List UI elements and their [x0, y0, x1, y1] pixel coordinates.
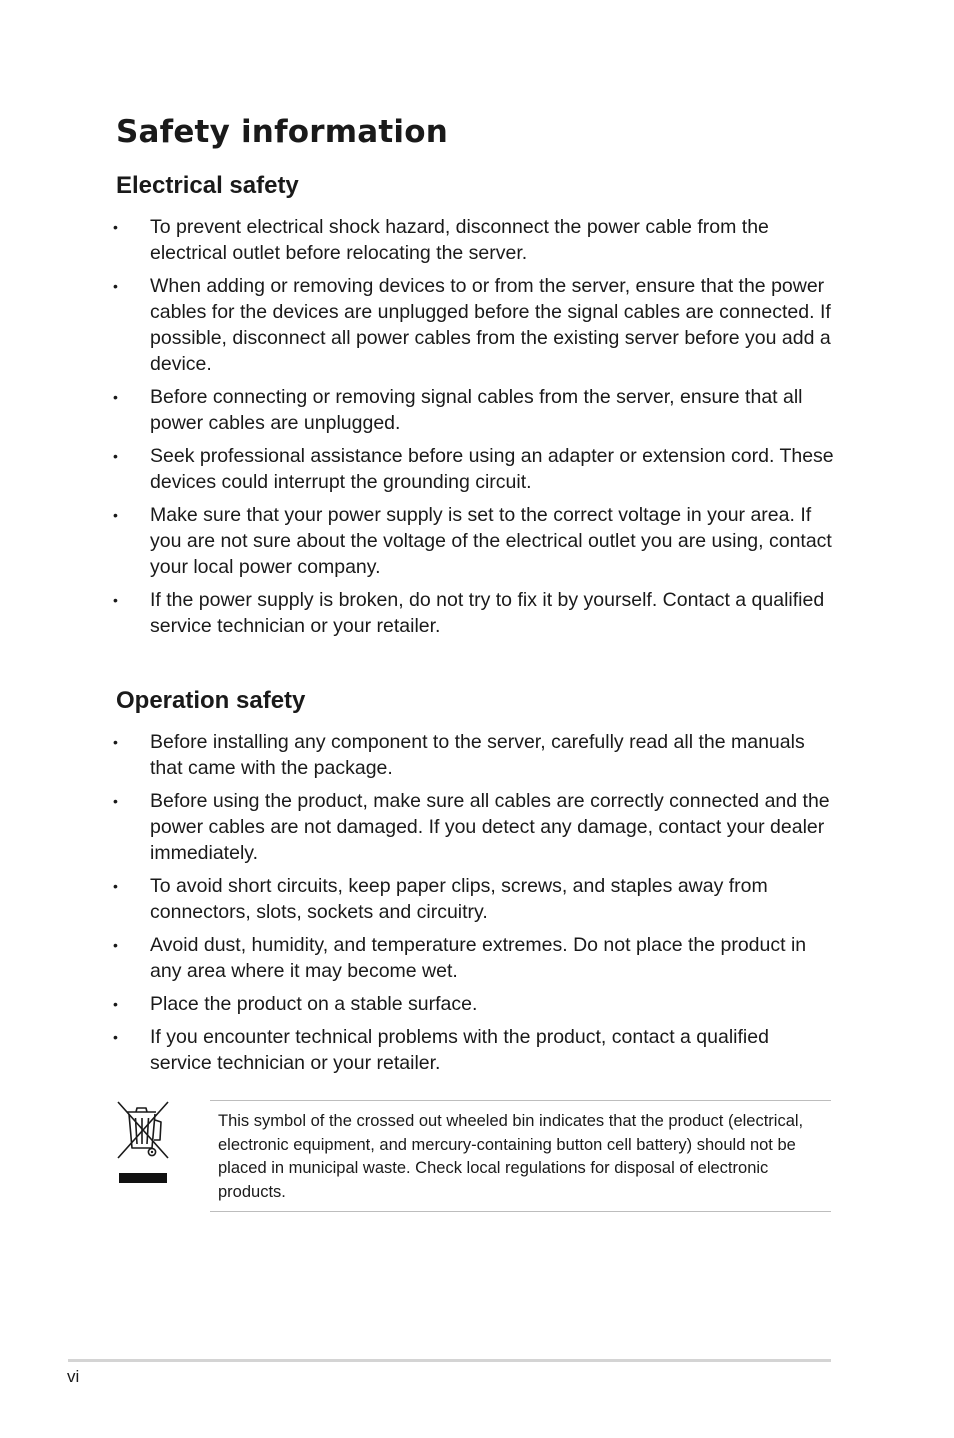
list-item	[112, 1024, 836, 1076]
bullet-icon: •	[113, 448, 118, 464]
list-item	[112, 214, 836, 266]
list-item-text: Before connecting or removing signal cables from the server, ensure that all power cables are unplugged.	[150, 386, 803, 434]
list-item-text: Make sure that your power supply is set to the correct voltage in your area. If you are not sure about the voltage of the electrical outlet you are using, contact your local power company.	[150, 504, 832, 578]
list-item	[112, 587, 836, 639]
list-item	[112, 273, 836, 377]
list-item	[112, 873, 836, 925]
list-item-text: Before installing any component to the server, carefully read all the manuals that came with the package.	[150, 731, 805, 779]
crossed-out-wheeled-bin-icon	[114, 1100, 172, 1186]
bullet-icon: •	[113, 996, 118, 1012]
list-item-text: To prevent electrical shock hazard, disconnect the power cable from the electrical outlet before relocating the server.	[150, 216, 769, 264]
bullet-icon: •	[113, 507, 118, 523]
bullet-icon: •	[113, 389, 118, 405]
operation-safety-heading: Operation safety	[116, 687, 306, 714]
list-item	[112, 788, 836, 866]
electrical-safety-list	[112, 214, 836, 646]
operation-safety-list	[112, 729, 836, 1083]
bullet-icon: •	[113, 278, 118, 294]
disposal-notice	[210, 1100, 831, 1212]
bullet-icon: •	[113, 793, 118, 809]
list-item	[112, 443, 836, 495]
electrical-safety-heading: Electrical safety	[116, 172, 299, 199]
disposal-notice-text: This symbol of the crossed out wheeled bin indicates that the product (electrical, electronic equipment, and mercury-containing button cell battery) should not be placed in municipal waste. Check local regulations for disposal of electronic products.	[218, 1112, 804, 1201]
bullet-icon: •	[113, 937, 118, 953]
footer-divider	[68, 1359, 831, 1362]
list-item-text: If you encounter technical problems with the product, contact a qualified service technician or your retailer.	[150, 1026, 769, 1074]
page-title: Safety information	[116, 114, 448, 150]
list-item-text: When adding or removing devices to or from the server, ensure that the power cables for the devices are unplugged before the signal cables are connected. If possible, disconnect all power cables from the existing server before you add a device.	[150, 275, 831, 375]
bullet-icon: •	[113, 734, 118, 750]
bullet-icon: •	[113, 878, 118, 894]
list-item-text: Before using the product, make sure all cables are correctly connected and the power cables are not damaged. If you detect any damage, contact your dealer immediately.	[150, 790, 830, 864]
list-item	[112, 729, 836, 781]
list-item	[112, 932, 836, 984]
list-item-text: Avoid dust, humidity, and temperature extremes. Do not place the product in any area where it may become wet.	[150, 934, 807, 982]
list-item-text: If the power supply is broken, do not try to fix it by yourself. Contact a qualified service technician or your retailer.	[150, 589, 825, 637]
bullet-icon: •	[113, 592, 118, 608]
list-item	[112, 991, 836, 1017]
bullet-icon: •	[113, 219, 118, 235]
list-item	[112, 502, 836, 580]
bullet-icon: •	[113, 1029, 118, 1045]
list-item-text: Place the product on a stable surface.	[150, 993, 478, 1015]
list-item	[112, 384, 836, 436]
list-item-text: To avoid short circuits, keep paper clips, screws, and staples away from connectors, slots, sockets and circuitry.	[150, 875, 768, 923]
list-item-text: Seek professional assistance before using an adapter or extension cord. These devices could interrupt the grounding circuit.	[150, 445, 834, 493]
page-number: vi	[67, 1367, 80, 1386]
